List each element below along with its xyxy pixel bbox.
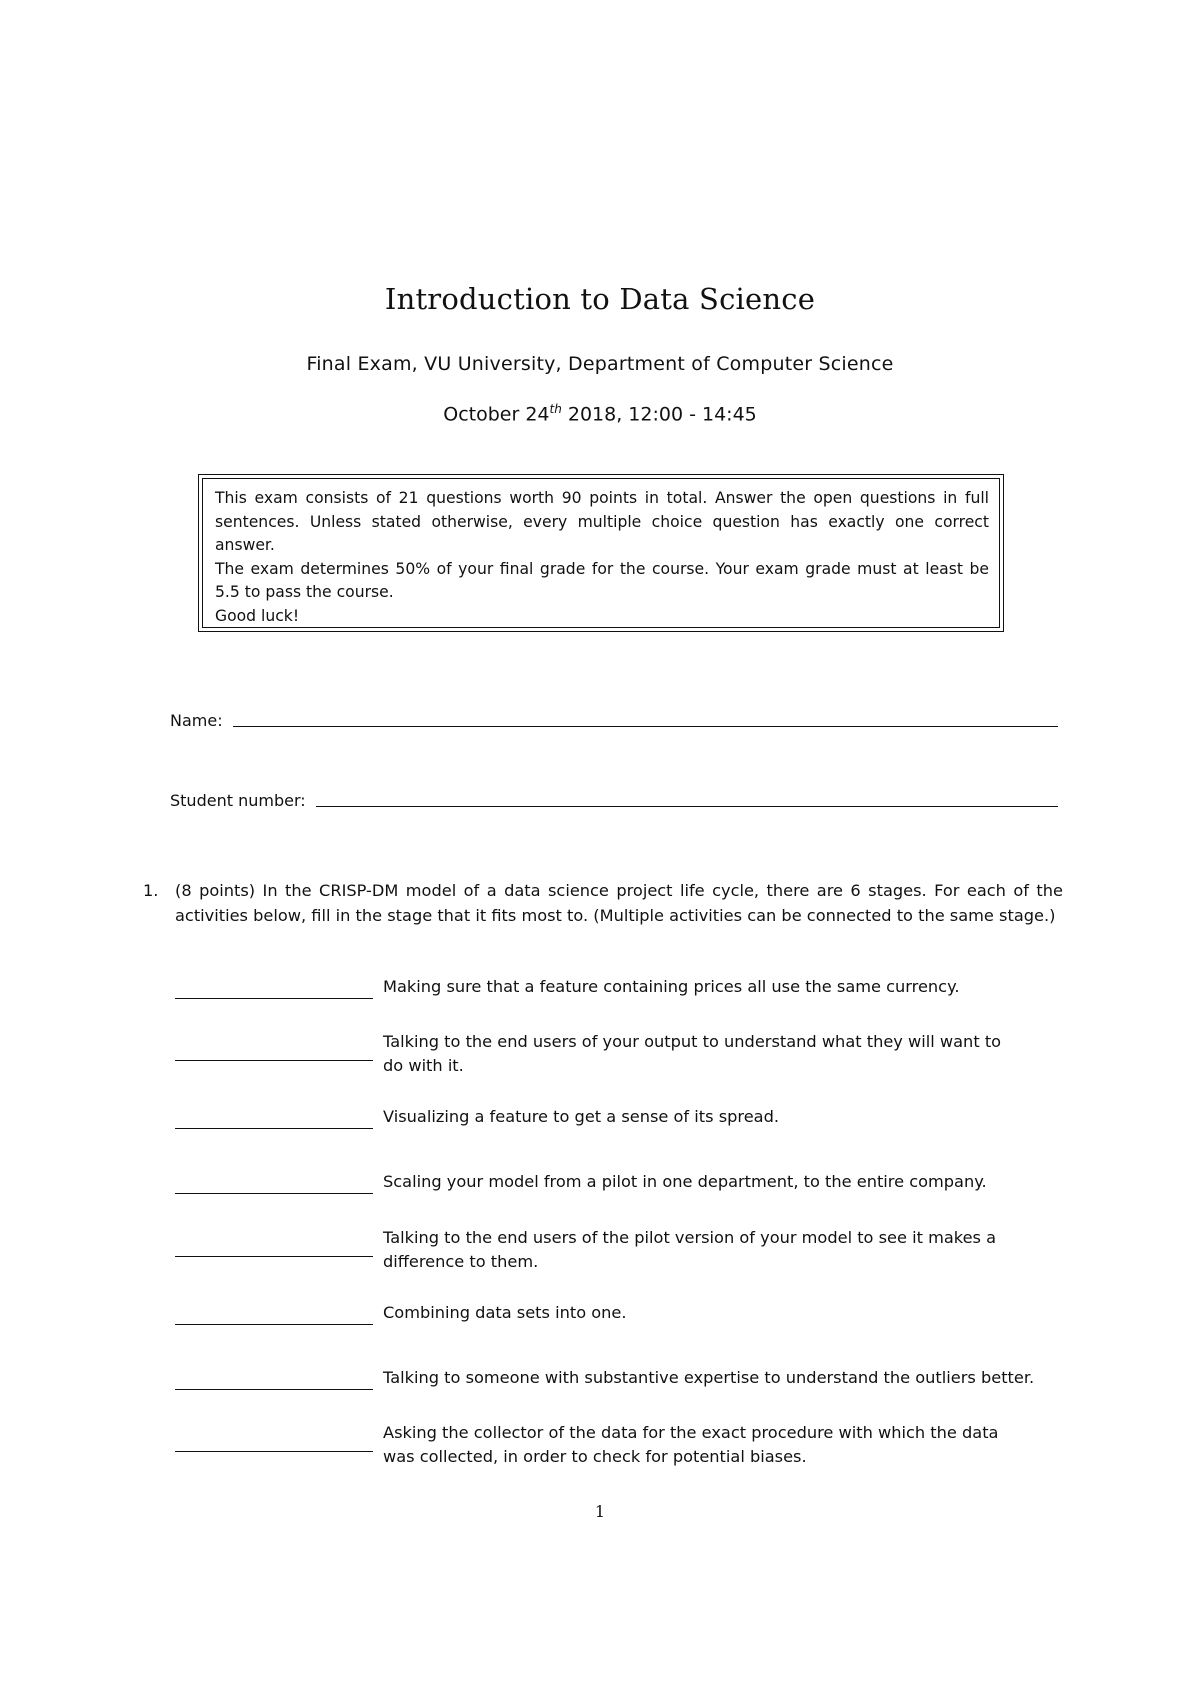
activity-text: Making sure that a feature containing prices all use the same currency.	[383, 977, 960, 996]
activity-text: Talking to the end users of your output to understand what they will want to do with it.	[383, 1032, 1002, 1075]
activity-text: Talking to the end users of the pilot version of your model to see it makes a difference to them.	[383, 1228, 997, 1271]
instructions-box	[198, 474, 1004, 632]
instructions-line-2: The exam determines 50% of your final grade for the course. Your exam grade must at least be 5.5 to pass the course.	[215, 559, 989, 601]
answer-blank[interactable]	[175, 1389, 373, 1390]
exam-date	[0, 402, 1200, 425]
student-number-field	[170, 781, 1058, 811]
student-number-input-line[interactable]	[316, 782, 1058, 807]
answer-blank[interactable]	[175, 1060, 373, 1061]
answer-blank[interactable]	[175, 1256, 373, 1257]
question-text: (8 points) In the CRISP-DM model of a data science project life cycle, there are 6 stages. For each of the activities below, fill in the stage that it fits most to. (Multiple activities can be connected to the same stage.)	[175, 881, 1063, 925]
exam-subtitle: Final Exam, VU University, Department of Computer Science	[306, 353, 894, 375]
name-input-line[interactable]	[233, 702, 1058, 727]
activity-text: Asking the collector of the data for the exact procedure with which the data was collected, in order to check for potential biases.	[383, 1423, 999, 1466]
answer-blank[interactable]	[175, 1451, 373, 1452]
answer-blank[interactable]	[175, 1193, 373, 1194]
activity-text: Scaling your model from a pilot in one department, to the entire company.	[383, 1172, 987, 1191]
page-number: 1	[594, 1502, 606, 1521]
name-field	[170, 701, 1058, 731]
date-suffix: th	[549, 402, 562, 416]
exam-title: Introduction to Data Science	[384, 282, 816, 316]
activity-text: Combining data sets into one.	[383, 1303, 627, 1322]
answer-blank[interactable]	[175, 1128, 373, 1129]
activity-text: Talking to someone with substantive expertise to understand the outliers better.	[383, 1368, 1035, 1387]
activity-text: Visualizing a feature to get a sense of its spread.	[383, 1107, 780, 1126]
instructions-box-inner	[202, 478, 1000, 628]
name-label: Name:	[170, 711, 223, 730]
question-number: 1.	[143, 881, 159, 900]
answer-blank[interactable]	[175, 998, 373, 999]
date-month-day: October 24	[443, 403, 550, 426]
instructions-line-1: This exam consists of 21 questions worth 90 points in total. Answer the open questions in full sentences. Unless stated otherwise, every multiple choice question has exactly one correct answer.	[215, 489, 989, 554]
student-number-label: Student number:	[170, 791, 306, 810]
answer-blank[interactable]	[175, 1324, 373, 1325]
date-rest: 2018, 12:00 - 14:45	[561, 403, 757, 426]
instructions-line-3: Good luck!	[215, 606, 300, 625]
